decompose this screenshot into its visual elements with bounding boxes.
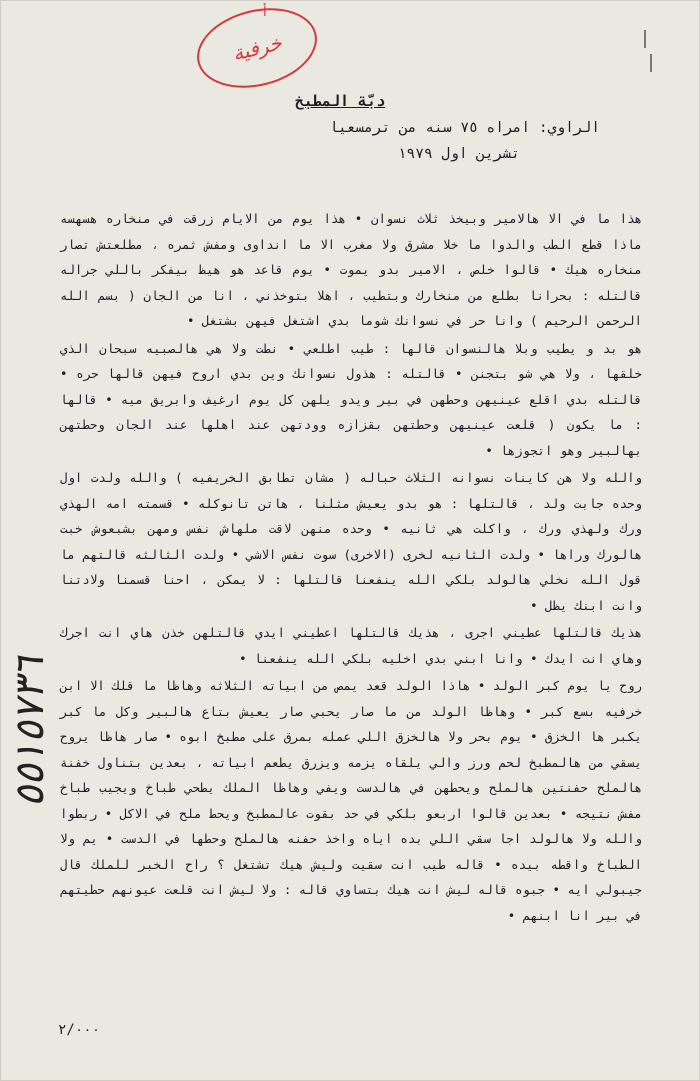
story-body [60, 206, 642, 928]
paragraph: روح يا يوم كبر الولد • هاذا الولد قعد يمص من ابياته الثلاثه وهاظا ما قلك الا ابن خرفيه بسع كبر • وهاظا الولد من ما صار يحبي صار يعيش بتاع هالبير وكل ما كبر يكبر ها الخزق • يوم بحر ولا هالخزق اللي عمله بمرق على مطبخ ابوه • صار هاظا يروح يسقي من هالمطبخ لحم ورز والي يلقاه يزمه ويزرق يطعم ابياته ، بعدين بتناول خفنة هالملح حفنتين هالملح ويحطهن في هالدست ويفي وهاظا الملك يطحي طباخ ويجيب طباخ مفش نتيجه • بعدين قالوا اربعو بلكي في حد بقوت عالمطبخ ويحط ملح في الاكل • ربطوا والله ولا هالولد اجا سقي اللي بده اياه واخذ حفنه هالملح وحطها في الدست • يم ولا الطباخ واقطه بيده • قاله طيب انت سقيت وليش هيك تشتغل ؟ راح الخبر للملك قال جيبولي ايه • جبوه قاله ليش انت هيك بتساوي قاله : ولا ليش انت قلعت عيونهم حطيتهم في بير انا ابنهم • [60, 678, 642, 923]
margin-note-text: ٥٥١٥٧٣٦ [7, 656, 54, 808]
story-title: دبّة المطبخ [294, 92, 386, 110]
paragraph: هذيك قالتلها عطيني اجرى ، هذيك قالتلها اعطيني ايدي قالتلهن خذن هاي انت اجرك وهاي انت ايدك • وانا ابني بدي اخليه بلكي الله ينفعنا • [60, 625, 642, 666]
page-number: ٢/٠٠٠ [58, 1022, 101, 1038]
date-line: تشرين اول ١٩٧٩ [397, 146, 520, 162]
red-category-stamp [189, 0, 326, 100]
paragraph: والله ولا هن كاينات نسوانه الثلاث حباله ( مشان تطابق الخريفيه ) والله ولدت اول وحده جابت ولد ، قالتلها : هو بدو يعيش مثلنا ، هاتن تانوكله • قسمته امه الهذي ورك ولهذي ورك ، واكلت هي ثانيه • وحده منهن لاقت ملهاش نفس ومهن بشبعوش خبت هالورك وراها • ولدت الثانيه لخرى (الاخرى) سوت نفس الاشي • ولدت الثالثه قالتهم ما قول الله نخلي هالولد بلكي الله ينفعنا قالتلها : لا يمكن ، احنا قسمنا ولادتنا وانت ابنك يظل • [60, 470, 642, 613]
paragraph: هو بد و يطيب وبلا هالنسوان قالها : طيب اطلعي • نطت ولا هي هالصبيه سبحان الذي خلقها ، ولا هي شو بتجنن • قالتله : هذول نسوانك وين بدي اروح فيهن قالها حره • قالتله بدي اقلع عينيهن وحطهن في بير ويدو يلهن كل يوم ارغيف وابريق ميه • قالها : ما يكون ( قلعت عينيهن وحطتهن بقزازه وودتهن عند اهلها عند الجان وحطتهن بهالبير وهو اتجوزها • [60, 340, 642, 458]
punch-marks [644, 30, 654, 74]
paragraph: هذا ما في الا هالامير وبيخذ ثلاث نسوان • هذا يوم من الايام زرقت في منخاره هسهسه ماذا قطع الطب والدوا ما خلا مشرق ولا مغرب الا ما انداوى ومفش ثمره ، مطلعتش تصار منخاره هيك • قالوا خلص ، الامير بدو يموت • يوم قاعد هو هيظ بيفكر باللي جراله قالتله : بحرانا بطلع من منخارك وبتطيب ، اهلا بتوخذني ، انا من الجان ( بسم الله الرحمن الرحيم ) وانا حر في نسوانك شوما بدي اشتغل فيهن بشتغل • [60, 211, 642, 328]
stamp-label: أ [263, 5, 267, 20]
document-header [80, 92, 640, 162]
stamp-text: خرفية [229, 30, 285, 66]
narrator-line: الراوي: امراه ٧٥ سنه من ترمسعيا [329, 120, 600, 136]
handwritten-margin-number [7, 632, 54, 832]
